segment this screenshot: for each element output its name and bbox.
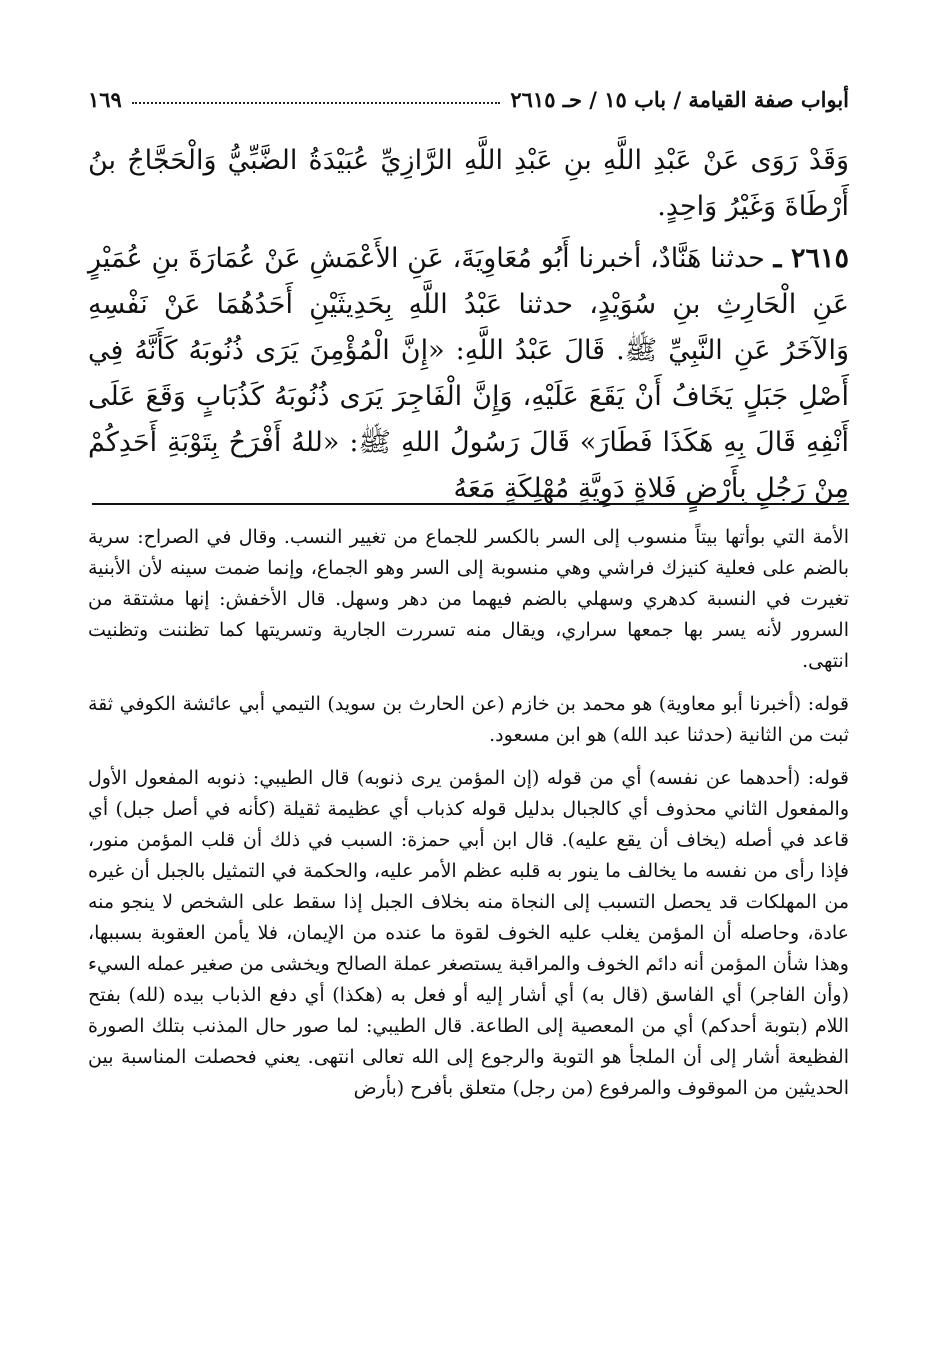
footnote-divider xyxy=(92,503,849,505)
page-number: ١٦٩ xyxy=(88,86,122,112)
hadith-text-block xyxy=(88,138,849,518)
hadith-paragraph xyxy=(88,236,849,512)
commentary-paragraph: قوله: (أحدهما عن نفسه) أي من قوله (إن المؤمن يرى ذنوبه) قال الطيبي: ذنوبه المفعول الأول والمفعول الثاني محذوف أي كالجبال بدليل قوله كذباب أي عظيمة ثقيلة (كأنه في أصل جبل) أي قاعد في أصله (يخاف أن يقع عليه). قال ابن أبي حمزة: السبب في ذلك أن قلب المؤمن منور، فإذا رأى من نفسه ما يخالف ما ينور به قلبه عظم الأمر عليه، والحكمة في التمثيل بالجبل أن غيره من المهلكات قد يحصل التسبب إلى النجاة منه بخلاف الجبل إذا سقط على الشخص لا ينجو منه عادة، وحاصله أن المؤمن يغلب عليه الخوف لقوة ما عنده من الإيمان، فلا يأمن العقوبة بسببها، وهذا شأن المؤمن أنه دائم الخوف والمراقبة يستصغر عملة الصالح ويخشى من صغير عمله السيء (وأن الفاجر) أي الفاسق (قال به) أي أشار إليه أو فعل به (هكذا) أي دفع الذباب بيده (لله) بفتح اللام (بتوبة أحدكم) أي من المعصية إلى الطاعة. قال الطيبي: لما صور حال المذنب بتلك الصورة الفظيعة أشار إلى أن الملجأ هو التوبة والرجوع إلى الله تعالى انتهى. يعني فحصلت المناسبة بين الحديثين من الموقوف والمرفوع (من رجل) متعلق بأفرح (بأرض xyxy=(88,767,849,1099)
hadith-intro: وَقَدْ رَوَى عَنْ عَبْدِ اللَّهِ بنِ عَبْدِ اللَّهِ الرَّازِيِّ عُبَيْدَةُ الضَّبِّيُّ وَالْحَجَّاجُ بنُ أَرْطَاةَ وَغَيْرُ وَاحِدٍ. xyxy=(88,145,849,222)
running-title: أبواب صفة القيامة / باب ١٥ / حـ ٢٦١٥ xyxy=(510,86,849,112)
dotted-leader xyxy=(132,102,501,104)
page-header xyxy=(88,82,849,116)
hadith-body: حدثنا هَنَّادٌ، أخبرنا أَبُو مُعَاوِيَةَ، عَنِ الأَعْمَشِ عَنْ عُمَارَةَ بنِ عُمَيْرٍ عَنِ الْحَارِثِ بنِ سُوَيْدٍ، حدثنا عَبْدُ اللَّهِ بِحَدِيثَيْنِ أَحَدُهُمَا عَنْ نَفْسِهِ وَالآخَرُ عَنِ النَّبِيِّ ﷺ. قَالَ عَبْدُ اللَّهِ: «إِنَّ الْمُؤْمِنَ يَرَى ذُنُوبَهُ كَأَنَّهُ فِي أَصْلِ جَبَلٍ يَخَافُ أَنْ يَقَعَ عَلَيْهِ، وَإِنَّ الْفَاجِرَ يَرَى ذُنُوبَهُ كَذُبَابٍ وَقَعَ عَلَى أَنْفِهِ قَالَ بِهِ هَكَذَا فَطَارَ» قَالَ رَسُولُ اللهِ ﷺ: «للهُ أَفْرَحُ بِتَوْبَةِ أَحَدِكُمْ مِنْ رَجُلٍ بِأَرْضٍ فَلاةٍ دَوِيَّةٍ مُهْلِكَةٍ مَعَهُ xyxy=(88,243,849,504)
commentary-paragraph: قوله: (أخبرنا أبو معاوية) هو محمد بن خازم (عن الحارث بن سويد) التيمي أبي عائشة الكوفي ثقة ثبت من الثانية (حدثنا عبد الله) هو ابن مسعود. xyxy=(88,693,849,746)
commentary-block xyxy=(88,522,849,1116)
commentary-paragraph: الأمة التي بوأتها بيتاً منسوب إلى السر بالكسر للجماع من تغيير النسب. وقال في الصراح: سرية بالضم على فعلية كنيزك فراشي وهي منسوبة إلى السر وهو الجماع، وإنما ضمت سينه لأن الأبنية تغيرت في النسبة كدهري وسهلي بالضم فيهما من دهر وسهل. قال الأخفش: إنها مشتقة من السرور لأنه يسر بها جمعها سراري، ويقال منه تسررت الجارية وتسريتها كما تظننت وتظنيت انتهى. xyxy=(88,526,849,672)
hadith-number: ٢٦١٥ ـ xyxy=(773,243,849,274)
